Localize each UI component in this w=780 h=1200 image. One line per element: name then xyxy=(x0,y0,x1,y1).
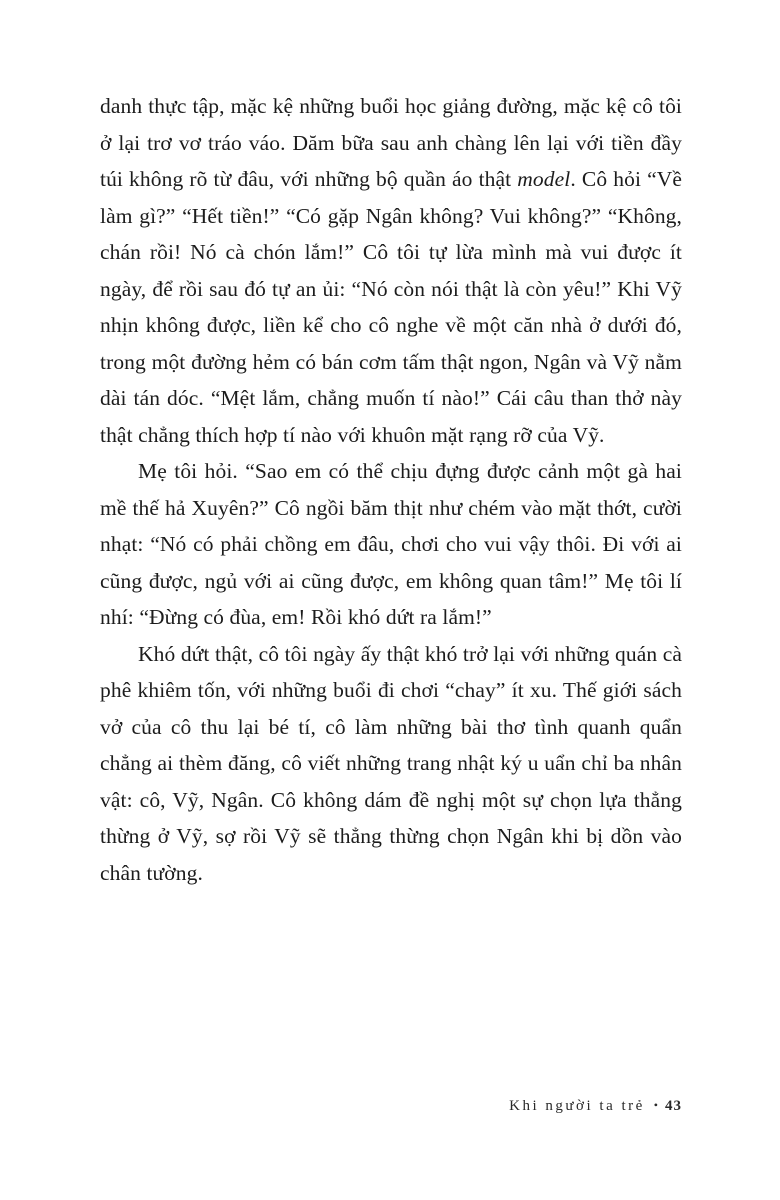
paragraph-text: . Cô hỏi “Về làm gì?” “Hết tiền!” “Có gặp Ngân không? Vui không?” “Không, chán rồi! Nó cà chón lắm!” Cô tôi tự lừa mình mà vui được ít ngày, để rồi sau đó tự an ủi: “Nó còn nói thật là còn yêu!” Khi Vỹ nhịn không được, liền kể cho cô nghe về một căn nhà ở dưới đó, trong một đường hẻm có bán cơm tấm thật ngon, Ngân và Vỹ nằm dài tán dóc. “Mệt lắm, chẳng muốn tí nào!” Cái câu than thở này thật chẳng thích hợp tí nào với khuôn mặt rạng rỡ của Vỹ. xyxy=(100,167,682,447)
running-title: Khi người ta trẻ xyxy=(509,1098,645,1114)
page-body-text xyxy=(100,88,682,891)
footer-separator-bullet: • xyxy=(653,1098,658,1112)
paragraph: Mẹ tôi hỏi. “Sao em có thể chịu đựng được cảnh một gà hai mề thế hả Xuyên?” Cô ngồi băm thịt như chém vào mặt thớt, cười nhạt: “Nó có phải chồng em đâu, chơi cho vui vậy thôi. Đi với ai cũng được, ngủ với ai cũng được, em không quan tâm!” Mẹ tôi lí nhí: “Đừng có đùa, em! Rồi khó dứt ra lắm!” xyxy=(100,459,682,629)
paragraph: Khó dứt thật, cô tôi ngày ấy thật khó trở lại với những quán cà phê khiêm tốn, với những buổi đi chơi “chay” ít xu. Thế giới sách vở của cô thu lại bé tí, cô làm những bài thơ tình quanh quẩn chẳng ai thèm đăng, cô viết những trang nhật ký u uẩn chỉ ba nhân vật: cô, Vỹ, Ngân. Cô không dám đề nghị một sự chọn lựa thẳng thừng ở Vỹ, sợ rồi Vỹ sẽ thẳng thừng chọn Ngân khi bị dồn vào chân tường. xyxy=(100,641,682,885)
page-number: 43 xyxy=(665,1098,682,1114)
paragraph xyxy=(100,88,682,453)
page-footer xyxy=(100,1098,682,1115)
paragraph-text: danh thực tập, mặc kệ những buổi học giảng đường, mặc kệ cô tôi ở lại trơ vơ tráo váo. Dăm bữa sau anh chàng lên lại với tiền đầy túi không rõ từ đâu, với những bộ quần áo thật xyxy=(100,94,682,191)
italic-word: model xyxy=(517,167,571,191)
